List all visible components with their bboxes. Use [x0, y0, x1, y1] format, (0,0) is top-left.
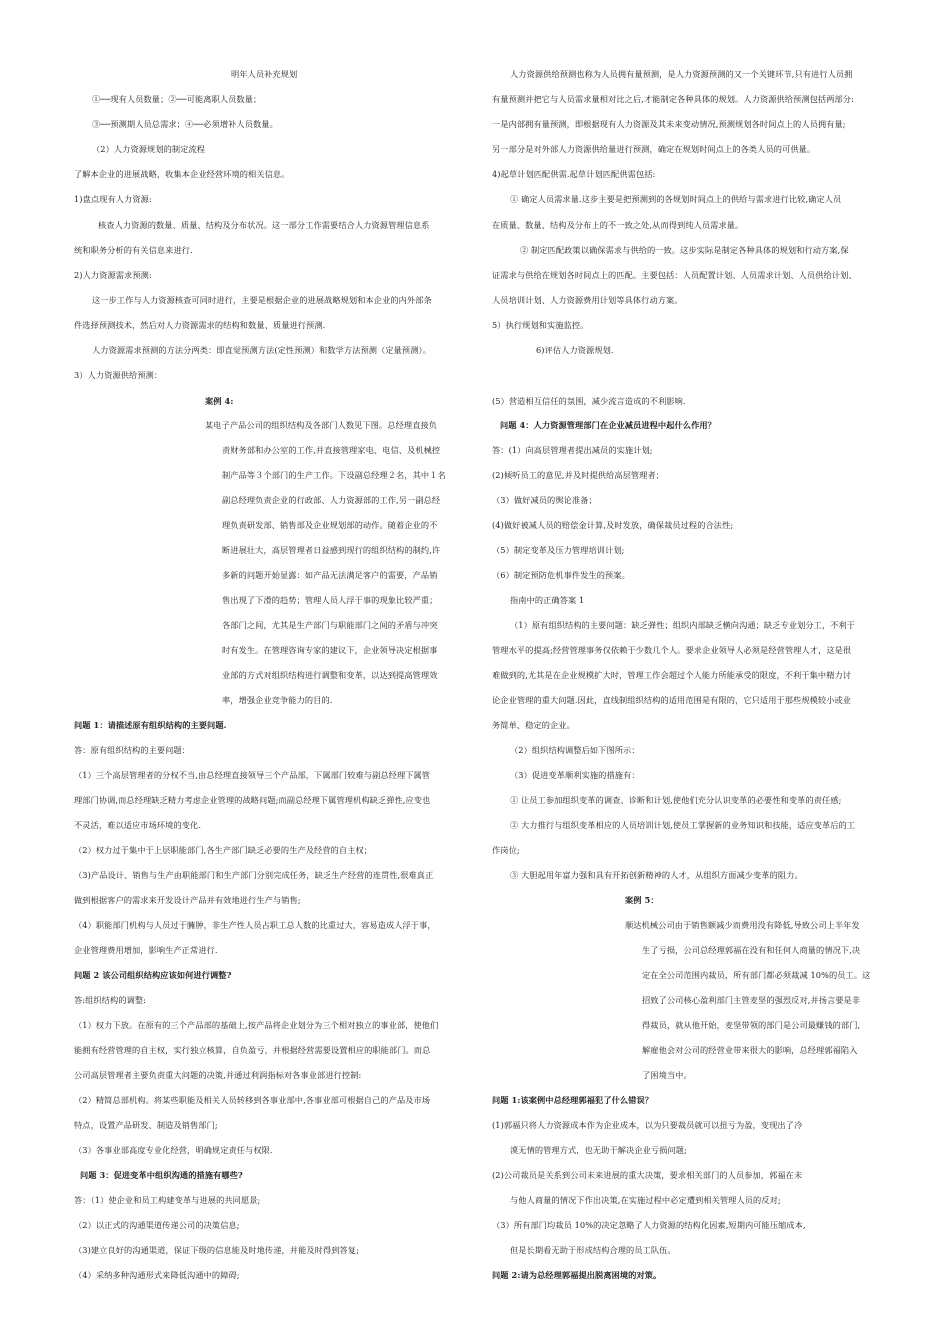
answer-line: 公司高层管理者主要负责重大问题的决策,并通过利润指标对各事业部进行控制:	[74, 1070, 362, 1080]
case5-title: 案例 5：	[625, 895, 659, 905]
case4-line: 时有发生。在管理咨询专家的建议下，企业领导决定根据事	[222, 645, 438, 655]
case4-title: 案例 4:	[205, 396, 234, 406]
case5-line: 得裁员，就从他开始，麦坚带领的部门是公司最赚钱的部门,	[642, 1020, 861, 1030]
answer-line: （1）权力下放。在原有的三个产品部的基础上,按产品将企业划分为三个相对独立的事业部，使他们	[74, 1020, 439, 1030]
text-line: 1)盘点现有人力资源:	[74, 194, 152, 204]
guide-line: 务简单、稳定的企业。	[492, 720, 575, 730]
text-line: （2）人力资源规划的制定流程	[92, 144, 206, 154]
text-line: 3）人力资源供给预测：	[74, 370, 163, 380]
text-line: ② 制定匹配政策以确保需求与供给的一致。这步实际是制定各种具体的规划和行动方案,保	[520, 245, 849, 255]
question-1-title: 问题 1：请描述原有组织结构的主要问题.	[74, 720, 227, 730]
answer-line: （4）采纳多种沟通形式来降低沟通中的障碍;	[74, 1270, 240, 1280]
case5-line: 生了亏损，公司总经理郭福在没有和任何人商量的情况下,决	[642, 945, 861, 955]
text-line: 人员培训计划、人力资源费用计划等具体行动方案。	[492, 295, 683, 305]
guide-line: 管理水平的提高;经营管理事务仅依赖于少数几个人。要求企业领导人必须是经营管理人才，这是很	[492, 645, 852, 655]
case5-line: 顺达机械公司由于销售额减少而费用没有降低,导致公司上半年发	[625, 920, 860, 930]
answer-line: （2）权力过于集中于上层职能部门,各生产部门缺乏必要的生产及经营的自主权；	[74, 845, 373, 855]
case4-line: 率，增强企业竞争能力的目的.	[222, 695, 333, 705]
answer-line: 漠无情的管理方式，也无助于解决企业亏损问题;	[510, 1145, 687, 1155]
guide-line: ③ 大胆起用年富力强和具有开拓创新精神的人才，从组织方面减少变革的阻力。	[510, 870, 803, 880]
guide-line: （1）原有组织结构的主要问题：缺乏弹性；组织内部缺乏横向沟通；缺乏专业划分工，不利于	[510, 620, 856, 630]
text-line: 另一部分是对外部人力资源供给量进行预测，确定在规划时间点上的各类人员的可供量。	[492, 144, 816, 154]
text-line: 了解本企业的进展战略，收集本企业经营环境的相关信息。	[74, 169, 290, 179]
answer-line: （3)产品设计、销售与生产由职能部门和生产部门分别完成任务，缺乏生产经营的连贯性,很难真正	[74, 870, 434, 880]
answer-line: （6）制定预防危机事件发生的预案。	[492, 570, 630, 580]
text-line: 5）执行规划和实施监控。	[492, 320, 589, 330]
text-line: ③──预测期人员总需求；④──必须增补人员数量。	[92, 119, 278, 129]
answer-line: (5）营造相互信任的氛围，减少流言造成的不利影响.	[492, 396, 686, 406]
guide-line: 难做到的,尤其是在企业规模扩大时，管理工作会超过个人能力所能承受的限度，不利于集中精力讨	[492, 670, 852, 680]
case4-line: 业部的方式对组织结构进行调整和变革，以达到提高管理效	[222, 670, 438, 680]
answer-line: （3)建立良好的沟通渠道，保证下级的信息能及时地传递，并能及时得到答复;	[74, 1245, 359, 1255]
guide-line: ① 让员工参加组织变革的调查、诊断和计划,使他们充分认识变革的必要性和变革的责任感;	[510, 795, 842, 805]
text-line: 在质量、数量、结构及分布上的不一致之处,从而得到纯人员需求量。	[492, 220, 744, 230]
text-line: ①──现有人员数量；②──可能离职人员数量；	[92, 94, 262, 104]
answer-line: 特点，设置产品研发、制造及销售部门;	[74, 1120, 218, 1130]
guide-line: 论企业管理的重大问题.因此，直线制组织结构的适用范围是有限的，它只适用于那些规模较小或业	[492, 695, 852, 705]
answer-line: 但是长期看无助于形成结构合理的员工队伍。	[510, 1245, 676, 1255]
question-4-title: 问题 4：人力资源管理部门在企业减员进程中起什么作用？	[500, 420, 716, 430]
heading-replenish-plan: 明年人员补充规划	[231, 69, 298, 79]
answer-line: （1）三个高层管理者的分权不当,由总经理直接领导三个产品部，下属部门较难与副总经理下属管	[74, 770, 431, 780]
answer-line: （2）以正式的沟通渠道传递公司的决策信息;	[74, 1220, 240, 1230]
case4-line: 多新的问题开始显露：如产品无法满足客户的需要，产品销	[222, 570, 438, 580]
answer-line: （3）所有部门均裁员 10%的决定忽略了人力资源的结构化因素,短期内可能压缩成本,	[492, 1220, 806, 1230]
answer-line: 答：（1）使企业和员工构建变革与进展的共同愿景;	[74, 1195, 261, 1205]
case4-line: 责财务部和办公室的工作,并直接管理家电、电信、及机械控	[222, 445, 441, 455]
text-line: 件选择预测技术，然后对人力资源需求的结构和数量、质量进行预测.	[74, 320, 326, 330]
guide-line: （3）促进变革顺利实施的措施有：	[510, 770, 640, 780]
guide-line: 作岗位;	[492, 845, 520, 855]
answer-line: (2)倾听员工的意见,并及时提供给高层管理者；	[492, 470, 665, 480]
text-line: 这一步工作与人力资源核查可同时进行，主要是根据企业的进展战略规划和本企业的内外部条	[92, 295, 432, 305]
answer-line: （3）各事业部高度专业化经营，明确规定责任与权限.	[74, 1145, 273, 1155]
case4-line: 理负责研发部、销售部及企业规划部的动作。随着企业的不	[222, 520, 438, 530]
guide-line: ② 大力推行与组织变革相应的人员培训计划,使员工掌握新的业务知识和技能，适应变革后的工	[510, 820, 856, 830]
case5-line: 了困境当中。	[642, 1070, 692, 1080]
text-line: 人力资源需求预测的方法分两类：即直觉预测方法(定性预测）和数学方法预测（定量预测）。	[92, 345, 431, 355]
answer-line: 与他人商量的情况下作出决策,在实施过程中必定遭到相关管理人员的反对;	[510, 1195, 781, 1205]
answer-line: (2)公司裁员是关系到公司未来进展的重大决策，要求相关部门的人员参加，郭福在未	[492, 1170, 803, 1180]
answer-line: 不灵活，难以适应市场环境的变化.	[74, 820, 202, 830]
case5-question-1-title: 问题 1:该案例中总经理郭福犯了什么错误？	[492, 1095, 654, 1105]
answer-line: （3）做好减员的舆论准备；	[492, 495, 597, 505]
answer-line: 能拥有经营管理的自主权，实行独立核算，自负盈亏，并根据经营需要设置相应的职能部门。而总	[74, 1045, 431, 1055]
case4-line: 售出现了下滑的趋势；管理人员人浮于事的现象比较严重；	[222, 595, 438, 605]
answer-line: （4）职能部门机构与人员过于臃肿，非生产性人员占职工总人数的比重过大，容易造成人浮于事，	[74, 920, 436, 930]
answer-line: 企业管理费用增加，影响生产正常进行.	[74, 945, 218, 955]
text-line: 6)评估人力资源规划.	[536, 345, 614, 355]
text-line: 人力资源供给预测也称为人员拥有量预测，是人力资源预测的又一个关键环节,只有进行人员拥	[510, 69, 853, 79]
text-line: 一是内部拥有量预测，即根据现有人力资源及其未来变动情况,预测规划各时间点上的人员拥有量;	[492, 119, 846, 129]
answer-line: 做到根据客户的需求来开发设计产品并有效地进行生产与销售;	[74, 895, 301, 905]
case5-question-2-title: 问题 2:请为总经理郭福提出脱离困境的对策。	[492, 1270, 662, 1280]
text-line: 证需求与供给在规划各时间点上的匹配。主要包括：人员配置计划、人员需求计划、人员供给计划、	[492, 270, 857, 280]
case5-line: 定在全公司范围内裁员，所有部门都必须裁减 10%的员工。这	[642, 970, 871, 980]
question-3-title: 问题 3：促进变革中组织沟通的措施有哪些?	[80, 1170, 243, 1180]
answer-line: （2）精简总部机构。将某些职能及相关人员转移到各事业部中,各事业部可根据自己的产品及市场	[74, 1095, 431, 1105]
answer-line: 答:组织结构的调整:	[74, 995, 147, 1005]
text-line: 2)人力资源需求预测:	[74, 270, 152, 280]
case4-line: 各部门之间，尤其是生产部门与职能部门之间的矛盾与冲突	[222, 620, 438, 630]
answer-line: 答：(1）向高层管理者提出减员的实施计划;	[492, 445, 653, 455]
answer-line: (1)郭福只将人力资源成本作为企业成本，以为只要裁员就可以扭亏为盈，变现出了冷	[492, 1120, 803, 1130]
text-line: 有量预测并把它与人员需求量相对比之后,才能制定各种具体的规划。人力资源供给预测包括两部分:	[492, 94, 854, 104]
case5-line: 招致了公司核心盈利部门主管麦坚的强烈反对,并扬言要是非	[642, 995, 861, 1005]
question-2-title: 问题 2 该公司组织结构应该如何进行调整?	[74, 970, 232, 980]
case5-line: 解雇他会对公司的经营业带来很大的影响，总经理郭福陷入	[642, 1045, 858, 1055]
text-line: 4)起草计划匹配供需.起草计划匹配供需包括:	[492, 169, 656, 179]
answer-line: （5）制定变革及压力管理培训计划;	[492, 545, 625, 555]
answer-line: (4)做好被减人员的赔偿金计算,及时发放，确保裁员过程的合法性;	[492, 520, 734, 530]
answer-line: 理部门协调,而总经理缺乏精力考虑企业管理的战略问题;而副总经理下属管理机构缺乏弹性,应变也	[74, 795, 431, 805]
answer-line: 答：原有组织结构的主要问题：	[74, 745, 191, 755]
case4-line: 副总经理负责企业的行政部、人力资源部的工作,另一副总经	[222, 495, 441, 505]
guide-heading: 指南中的正确答案 1	[510, 595, 585, 605]
guide-line: （2）组织结构调整后如下图所示：	[510, 745, 640, 755]
case4-line: 制产品等３个部门的生产工作。下设副总经理２名，其中１名	[222, 470, 446, 480]
case4-line: 某电子产品公司的组织结构及各部门人数见下图。总经理直接负	[205, 420, 438, 430]
case4-line: 断进展壮大，高层管理者日益感到现行的组织结构的制约,许	[222, 545, 441, 555]
text-line: 统和职务分析的有关信息来进行.	[74, 245, 193, 255]
text-line: ① 确定人员需求量.这步主要是把预测到的各规划时间点上的供给与需求进行比较,确定人员	[510, 194, 842, 204]
text-line: 核查人力资源的数量、质量、结构及分布状况。这一部分工作需要结合人力资源管理信息系	[98, 220, 430, 230]
